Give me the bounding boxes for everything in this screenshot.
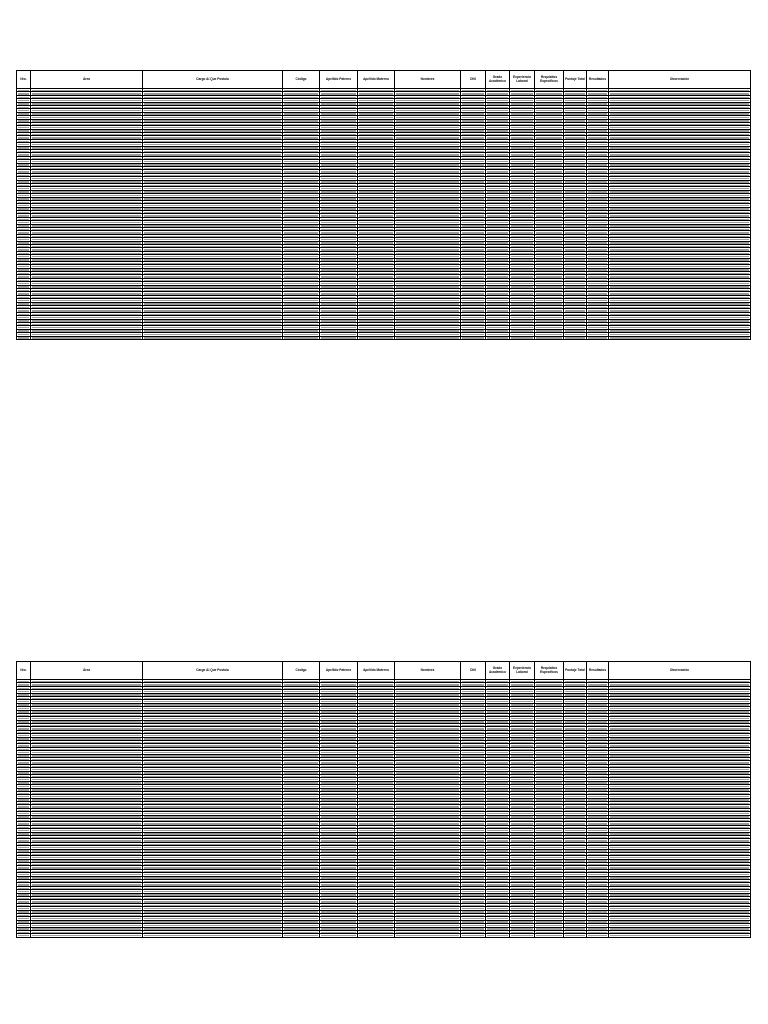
results-table	[16, 70, 751, 340]
table-cell	[564, 336, 587, 339]
table-cell	[31, 934, 143, 937]
col-header-cargo: Cargo Al Que Postula	[143, 71, 283, 89]
col-header-nro: Nro.	[17, 662, 31, 680]
sheet-page-2	[16, 655, 750, 938]
col-header-nro: Nro.	[17, 71, 31, 89]
unreadable-cell-placeholder	[511, 337, 533, 338]
col-header-observacion: Observación	[609, 71, 751, 89]
unreadable-cell-placeholder	[565, 337, 585, 338]
table-cell	[609, 934, 751, 937]
unreadable-cell-placeholder	[462, 337, 484, 338]
unreadable-cell-placeholder	[359, 337, 393, 338]
col-header-puntaje: Puntaje Total	[564, 71, 587, 89]
table-cell	[283, 934, 320, 937]
col-header-nombres: Nombres	[395, 71, 461, 89]
sheet-page-1	[16, 64, 750, 340]
unreadable-cell-placeholder	[321, 935, 356, 936]
table-cell	[31, 336, 143, 339]
table-cell	[609, 336, 751, 339]
table-header-row	[17, 662, 751, 680]
table-cell	[486, 934, 510, 937]
table-cell	[564, 934, 587, 937]
table-cell	[587, 934, 609, 937]
unreadable-cell-placeholder	[32, 337, 141, 338]
table-cell	[320, 934, 358, 937]
table-cell	[486, 336, 510, 339]
table-cell	[395, 336, 461, 339]
unreadable-cell-placeholder	[536, 935, 562, 936]
col-header-area: Área	[31, 71, 143, 89]
unreadable-cell-placeholder	[321, 337, 356, 338]
col-header-requisitos: Requisitos Específicos	[535, 662, 564, 680]
col-header-puntaje: Puntaje Total	[564, 662, 587, 680]
table-cell	[358, 336, 395, 339]
unreadable-cell-placeholder	[588, 935, 607, 936]
unreadable-cell-placeholder	[284, 337, 318, 338]
results-table	[16, 661, 751, 938]
table-row	[17, 934, 751, 937]
table-header-row	[17, 71, 751, 89]
unreadable-cell-placeholder	[144, 337, 281, 338]
table-cell	[283, 336, 320, 339]
col-header-nombres: Nombres	[395, 662, 461, 680]
table-cell	[587, 336, 609, 339]
table-cell	[510, 336, 535, 339]
unreadable-cell-placeholder	[396, 337, 459, 338]
col-header-requisitos: Requisitos Específicos	[535, 71, 564, 89]
table-cell	[461, 336, 486, 339]
unreadable-cell-placeholder	[359, 935, 393, 936]
unreadable-cell-placeholder	[588, 337, 607, 338]
unreadable-cell-placeholder	[396, 935, 459, 936]
col-header-observacion: Observación	[609, 662, 751, 680]
unreadable-cell-placeholder	[284, 935, 318, 936]
col-header-cargo: Cargo Al Que Postula	[143, 662, 283, 680]
col-header-dni: DNI	[461, 71, 486, 89]
col-header-codigo: Código	[283, 662, 320, 680]
col-header-area: Área	[31, 662, 143, 680]
col-header-apellido-materno: Apellido Materno	[358, 662, 395, 680]
unreadable-cell-placeholder	[487, 337, 508, 338]
col-header-grado: Grado Académico	[486, 71, 510, 89]
col-header-resultados: Resultados	[587, 662, 609, 680]
unreadable-cell-placeholder	[610, 935, 749, 936]
table-row	[17, 336, 751, 339]
col-header-codigo: Código	[283, 71, 320, 89]
table-body	[17, 680, 751, 938]
table-cell	[535, 934, 564, 937]
unreadable-cell-placeholder	[610, 337, 749, 338]
col-header-experiencia: Experiencia Laboral	[510, 71, 535, 89]
unreadable-cell-placeholder	[565, 935, 585, 936]
col-header-apellido-materno: Apellido Materno	[358, 71, 395, 89]
unreadable-cell-placeholder	[511, 935, 533, 936]
unreadable-cell-placeholder	[462, 935, 484, 936]
table-cell	[395, 934, 461, 937]
table-cell	[358, 934, 395, 937]
table-cell	[17, 336, 31, 339]
table-body	[17, 89, 751, 340]
col-header-resultados: Resultados	[587, 71, 609, 89]
table-cell	[320, 336, 358, 339]
table-cell	[461, 934, 486, 937]
table-cell	[510, 934, 535, 937]
table-cell	[17, 934, 31, 937]
table-cell	[535, 336, 564, 339]
unreadable-cell-placeholder	[487, 935, 508, 936]
table-cell	[143, 336, 283, 339]
unreadable-cell-placeholder	[536, 337, 562, 338]
table-cell	[143, 934, 283, 937]
unreadable-cell-placeholder	[32, 935, 141, 936]
col-header-grado: Grado Académico	[486, 662, 510, 680]
unreadable-cell-placeholder	[18, 337, 29, 338]
col-header-experiencia: Experiencia Laboral	[510, 662, 535, 680]
unreadable-cell-placeholder	[18, 935, 29, 936]
unreadable-cell-placeholder	[144, 935, 281, 936]
col-header-apellido-paterno: Apellido Paterno	[320, 71, 358, 89]
col-header-apellido-paterno: Apellido Paterno	[320, 662, 358, 680]
col-header-dni: DNI	[461, 662, 486, 680]
